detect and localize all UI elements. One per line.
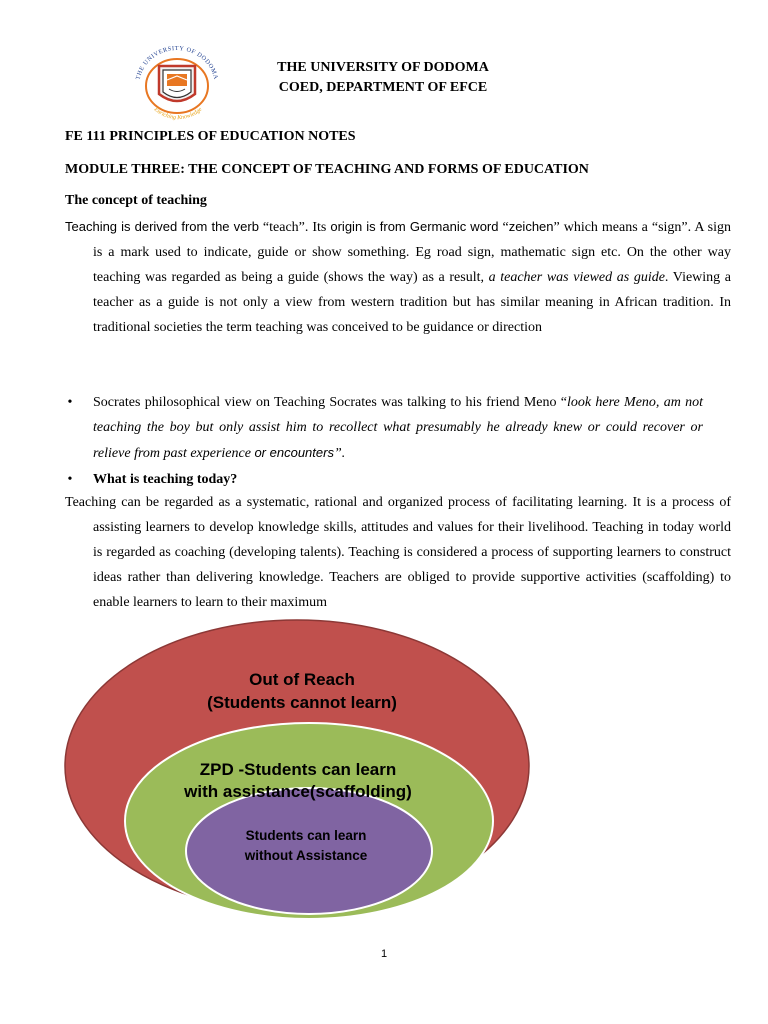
- para1-b: “teach”. Its: [258, 220, 331, 235]
- socrates-bullet: [65, 390, 703, 465]
- outer-label-2: (Students cannot learn): [207, 693, 397, 712]
- bullet1-d: ”.: [333, 446, 346, 461]
- middle-label-2: with assistance(scaffolding): [184, 782, 412, 801]
- para1-e: zeichen: [508, 219, 554, 234]
- page-number: 1: [380, 948, 388, 960]
- teaching-today-heading: What is teaching today?: [93, 472, 238, 487]
- zpd-diagram: [62, 614, 582, 924]
- para1-d: “: [498, 220, 509, 235]
- inner-label-1: Students can learn: [245, 828, 367, 843]
- bullet1-a: Socrates philosophical view on Teaching Socrates was talking to his friend Meno “: [93, 395, 567, 410]
- university-logo: [125, 42, 229, 126]
- department-name: COED, DEPARTMENT OF EFCE: [278, 80, 488, 95]
- para1-c: origin is from Germanic word: [330, 219, 499, 234]
- para1-g: a teacher was viewed as guide: [488, 270, 665, 285]
- teaching-today-paragraph: Teaching can be regarded as a systematic, rational and organized process of facilitating learning. It is a process of assisting learners to develop knowledge skills, attitudes and values for their livelihood. Teaching in today world is regarded as coaching (developing talents). Teaching is considered a process of supporting learners to construct ideas rather than delivering knowledge. Teachers are obliged to provide supportive activities (scaffolding) to enable learners to learn to their maximum: [65, 495, 731, 610]
- bullet1-c: or encounters: [254, 445, 334, 460]
- bullet1-b: look here Meno, am not teaching the boy but only assist him to recollect what presumably he already knew or could recover or relieve from past experience: [93, 395, 703, 461]
- concept-paragraph: [65, 214, 731, 340]
- outer-label-1: Out of Reach: [249, 670, 355, 689]
- university-name: THE UNIVERSITY OF DODOMA: [277, 60, 489, 75]
- para1-f: ” which means a “sign”. A sign is a mark used to indicate, guide or show something. Eg road sign, mathematic sign etc. On the other way teaching was regarded as being a guide (shows the way) as a result,: [93, 220, 732, 285]
- bullet-marker: •: [67, 395, 73, 410]
- socrates-text: [93, 390, 703, 466]
- para1-h: . Viewing a teacher as a guide is not only a view from western tradition but has similar meaning in African tradition. In traditional societies the term teaching was conceived to be guidance or direction: [93, 270, 732, 335]
- inner-label-2: without Assistance: [244, 848, 368, 863]
- bullet-marker: •: [67, 472, 73, 487]
- section-heading: The concept of teaching: [65, 193, 207, 208]
- teaching-today-bullet: [65, 467, 703, 492]
- para1-a: Teaching is derived from the verb: [65, 219, 259, 234]
- logo-ring-text: THE UNIVERSITY OF DODOMA: [134, 44, 220, 81]
- logo-motto: Enriching Knowledge: [152, 106, 204, 122]
- university-crest-icon: [125, 42, 229, 126]
- university-header: [230, 58, 536, 98]
- module-title: MODULE THREE: THE CONCEPT OF TEACHING AND FORMS OF EDUCATION: [65, 162, 589, 177]
- course-title: FE 111 PRINCIPLES OF EDUCATION NOTES: [65, 129, 356, 144]
- middle-label-1: ZPD -Students can learn: [199, 760, 397, 779]
